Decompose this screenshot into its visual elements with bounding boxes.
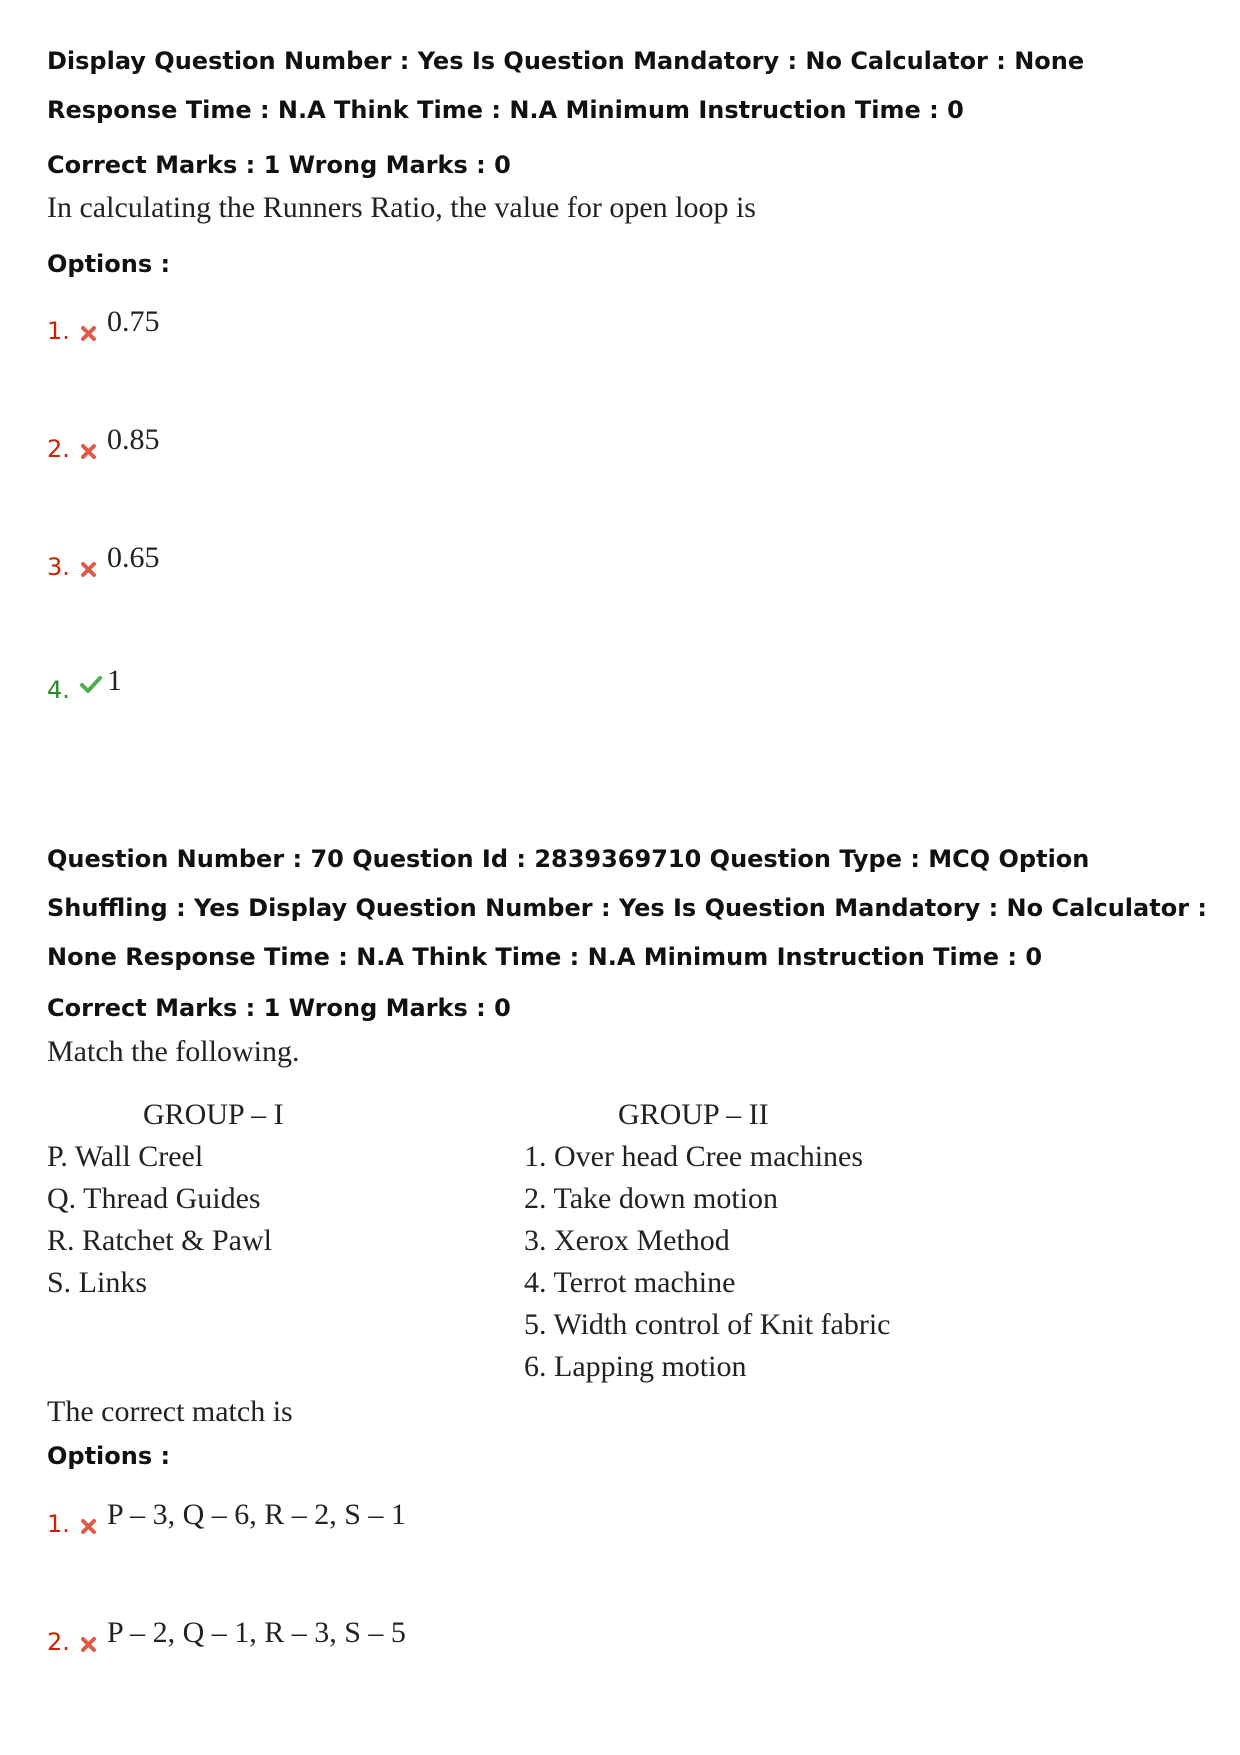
question-70-prompt: The correct match is	[47, 1395, 293, 1428]
option-number: 2.	[47, 435, 70, 463]
option-number: 1.	[47, 1510, 70, 1538]
question-70-text: Match the following.	[47, 1035, 300, 1068]
x-mark-icon	[79, 559, 99, 579]
option-text: 1	[107, 664, 122, 697]
group-1-item: S. Links	[47, 1266, 148, 1299]
x-mark-icon	[79, 1516, 99, 1536]
option-number: 2.	[47, 1628, 70, 1656]
option-text: 0.85	[107, 423, 160, 456]
question-69-meta: Display Question Number : Yes Is Question Mandatory : No Calculator : None Response Time : N.A Think Time : N.A Minimum Instruction Time : 0	[47, 47, 1085, 124]
question-70-meta: Question Number : 70 Question Id : 2839369710 Question Type : MCQ Option Shuffling : Yes Display Question Number : Yes Is Question Mandatory : No Calculator : None Response Time : N.A Think Time : N.A Minimum Instruction Time : 0	[47, 845, 1207, 971]
question-69-options-label: Options :	[47, 250, 171, 278]
option-number: 3.	[47, 553, 70, 581]
question-69-marks: Correct Marks : 1 Wrong Marks : 0	[47, 151, 511, 179]
question-69-text: In calculating the Runners Ratio, the value for open loop is	[47, 191, 756, 224]
option-text: 0.75	[107, 305, 160, 338]
x-mark-icon	[79, 1634, 99, 1654]
group-1-heading: GROUP – I	[143, 1098, 284, 1131]
check-mark-icon	[79, 674, 103, 694]
option-text: P – 3, Q – 6, R – 2, S – 1	[107, 1498, 406, 1531]
x-mark-icon	[79, 441, 99, 461]
option-number: 1.	[47, 317, 70, 345]
question-70-options-label: Options :	[47, 1442, 171, 1470]
option-text: P – 2, Q – 1, R – 3, S – 5	[107, 1616, 406, 1649]
group-1-item: Q. Thread Guides	[47, 1182, 261, 1215]
group-2-item: 2. Take down motion	[524, 1182, 778, 1215]
group-2-item: 6. Lapping motion	[524, 1350, 747, 1383]
group-2-item: 1. Over head Cree machines	[524, 1140, 864, 1173]
x-mark-icon	[79, 323, 99, 343]
option-text: 0.65	[107, 541, 160, 574]
question-70-marks: Correct Marks : 1 Wrong Marks : 0	[47, 994, 511, 1022]
group-2-item: 5. Width control of Knit fabric	[524, 1308, 891, 1341]
option-number: 4.	[47, 676, 70, 704]
group-1-item: P. Wall Creel	[47, 1140, 204, 1173]
group-2-item: 3. Xerox Method	[524, 1224, 730, 1257]
group-2-heading: GROUP – II	[618, 1098, 769, 1131]
group-2-item: 4. Terrot machine	[524, 1266, 736, 1299]
group-1-item: R. Ratchet & Pawl	[47, 1224, 272, 1257]
